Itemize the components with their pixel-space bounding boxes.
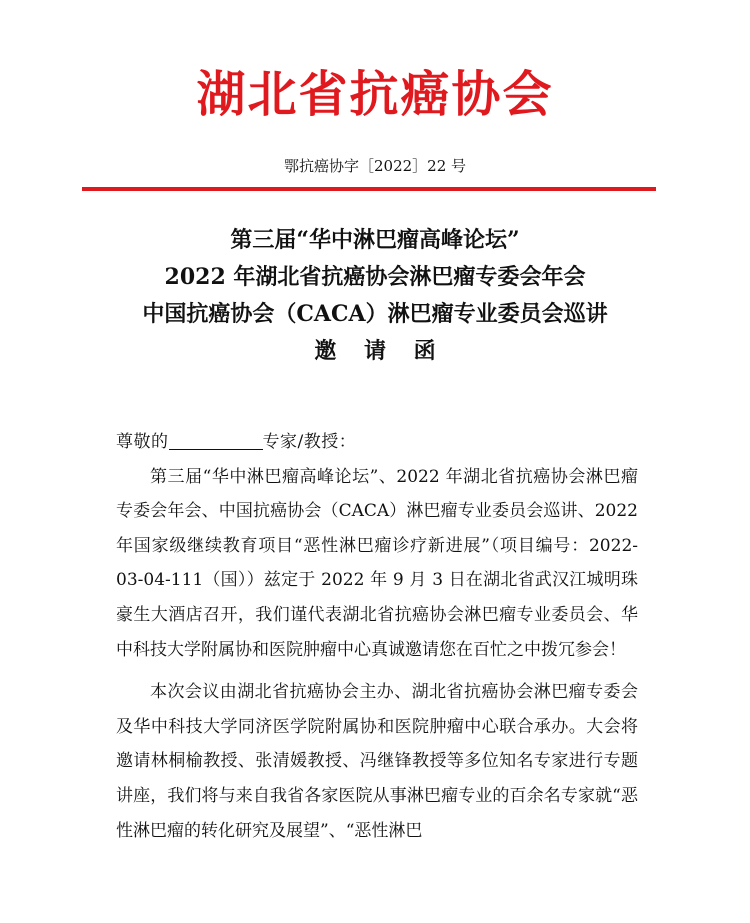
- salutation: [116, 425, 638, 460]
- heading-line-invitation: 邀 请 函: [314, 338, 446, 364]
- document-heading: [0, 222, 750, 370]
- heading-line-annual-meeting: 2022 年湖北省抗癌协会淋巴瘤专委会年会: [164, 264, 586, 290]
- red-divider-rule: [82, 187, 656, 191]
- name-blank-line: [169, 431, 263, 450]
- heading-line-forum: 第三届“华中淋巴瘤高峰论坛”: [230, 227, 520, 253]
- heading-line-caca-tour: 中国抗癌协会（CACA）淋巴瘤专业委员会巡讲: [142, 301, 608, 327]
- paragraph-meeting-organizers: 本次会议由湖北省抗癌协会主办、湖北省抗癌协会淋巴瘤专委会及华中科技大学同济医学院附属协和医院肿瘤中心联合承办。大会将邀请林桐榆教授、张清媛教授、冯继锋教授等多位知名专家进行专题讲座，我们将与来自我省各家医院从事淋巴瘤专业的百余名专家就“恶性淋巴瘤的转化研究及展望”、“恶性淋巴: [116, 682, 638, 841]
- organization-title: 湖北省抗癌协会: [196, 66, 554, 123]
- salutation-suffix: 专家/教授：: [262, 432, 357, 452]
- letter-body: [116, 425, 638, 848]
- document-number: 鄂抗癌协字［2022］22 号: [283, 157, 467, 175]
- paragraph-meeting-announcement: 第三届“华中淋巴瘤高峰论坛”、2022 年湖北省抗癌协会淋巴瘤专委会年会、中国抗癌协会（CACA）淋巴瘤专业委员会巡讲、2022 年国家级继续教育项目“恶性淋巴瘤诊疗新进展”（项目编号：2022-03-04-111（国））兹定于 2022 年 9 月 3 日在湖北省武汉江城明珠豪生大酒店召开，我们谨代表湖北省抗癌协会淋巴瘤专业委员会、华中科技大学附属协和医院肿瘤中心真诚邀请您在百忙之中拨冗参会！: [116, 466, 638, 660]
- salutation-prefix: 尊敬的: [116, 432, 169, 452]
